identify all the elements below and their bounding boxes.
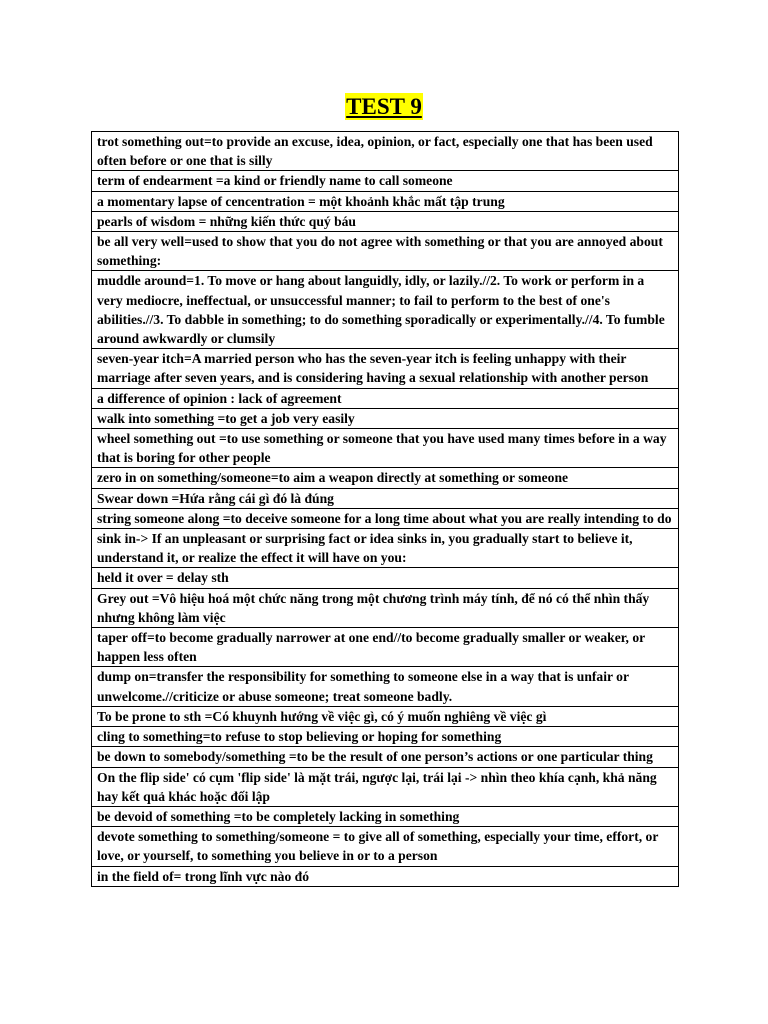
entry-cell: wheel something out =to use something or someone that you have used many times before in a way that is boring for other people	[92, 429, 679, 468]
table-row	[92, 628, 679, 667]
entry-cell: a momentary lapse of cencentration = một khoảnh khắc mất tập trung	[92, 191, 679, 211]
entry-cell: sink in-> If an unpleasant or surprising fact or idea sinks in, you gradually start to believe it, understand it, or realize the effect it will have on you:	[92, 529, 679, 568]
entry-cell: dump on=transfer the responsibility for something to someone else in a way that is unfair or unwelcome.//criticize or abuse someone; treat someone badly.	[92, 667, 679, 706]
entry-cell: To be prone to sth =Có khuynh hướng về việc gì, có ý muốn nghiêng về việc gì	[92, 706, 679, 726]
table-row	[92, 588, 679, 627]
table-row	[92, 429, 679, 468]
table-row	[92, 727, 679, 747]
table-row	[92, 171, 679, 191]
entry-cell: a difference of opinion : lack of agreement	[92, 388, 679, 408]
table-row	[92, 667, 679, 706]
table-row	[92, 806, 679, 826]
entry-cell: devote something to something/someone = to give all of something, especially your time, effort, or love, or yourself, to something you believe in or to a person	[92, 827, 679, 866]
entry-cell: taper off=to become gradually narrower at one end//to become gradually smaller or weaker, or happen less often	[92, 628, 679, 667]
entry-cell: On the flip side' có cụm 'flip side' là mặt trái, ngược lại, trái lại -> nhìn theo khía cạnh, khả năng hay kết quả khác hoặc đối lập	[92, 767, 679, 806]
table-row	[92, 388, 679, 408]
entry-cell: string someone along =to deceive someone for a long time about what you are really intending to do	[92, 508, 679, 528]
title-container	[0, 93, 768, 120]
table-row	[92, 488, 679, 508]
page-title: TEST 9	[346, 94, 422, 119]
table-row	[92, 191, 679, 211]
entry-cell: held it over = delay sth	[92, 568, 679, 588]
table-row	[92, 747, 679, 767]
table-row	[92, 232, 679, 271]
table-row	[92, 408, 679, 428]
table-row	[92, 827, 679, 866]
table-row	[92, 706, 679, 726]
entry-cell: in the field of= trong lĩnh vực nào đó	[92, 866, 679, 886]
table-row	[92, 468, 679, 488]
table-row	[92, 767, 679, 806]
table-row	[92, 349, 679, 388]
table-row	[92, 866, 679, 886]
entry-cell: seven-year itch=A married person who has the seven-year itch is feeling unhappy with their marriage after seven years, and is considering having a sexual relationship with another person	[92, 349, 679, 388]
table-row	[92, 271, 679, 349]
entry-cell: pearls of wisdom = những kiến thức quý báu	[92, 211, 679, 231]
table-row	[92, 529, 679, 568]
entry-cell: be devoid of something =to be completely lacking in something	[92, 806, 679, 826]
entry-cell: zero in on something/someone=to aim a weapon directly at something or someone	[92, 468, 679, 488]
entry-cell: walk into something =to get a job very easily	[92, 408, 679, 428]
entry-cell: be all very well=used to show that you do not agree with something or that you are annoyed about something:	[92, 232, 679, 271]
entry-cell: term of endearment =a kind or friendly name to call someone	[92, 171, 679, 191]
table-row	[92, 211, 679, 231]
entry-cell: muddle around=1. To move or hang about languidly, idly, or lazily.//2. To work or perform in a very mediocre, ineffectual, or unsuccessful manner; to fail to perform to the best of one's abilities.//3. To dabble in something; to do something sporadically or experimentally.//4. To fumble around awkwardly or clumsily	[92, 271, 679, 349]
table-row	[92, 508, 679, 528]
vocabulary-table	[91, 131, 679, 887]
entry-cell: trot something out=to provide an excuse, idea, opinion, or fact, especially one that has been used often before or one that is silly	[92, 132, 679, 171]
entry-cell: Grey out =Vô hiệu hoá một chức năng trong một chương trình máy tính, để nó có thể nhìn thấy nhưng không làm việc	[92, 588, 679, 627]
entry-cell: be down to somebody/something =to be the result of one person’s actions or one particular thing	[92, 747, 679, 767]
table-row	[92, 132, 679, 171]
vocabulary-table-body	[92, 132, 679, 887]
entry-cell: cling to something=to refuse to stop believing or hoping for something	[92, 727, 679, 747]
entry-cell: Swear down =Hứa rằng cái gì đó là đúng	[92, 488, 679, 508]
table-row	[92, 568, 679, 588]
